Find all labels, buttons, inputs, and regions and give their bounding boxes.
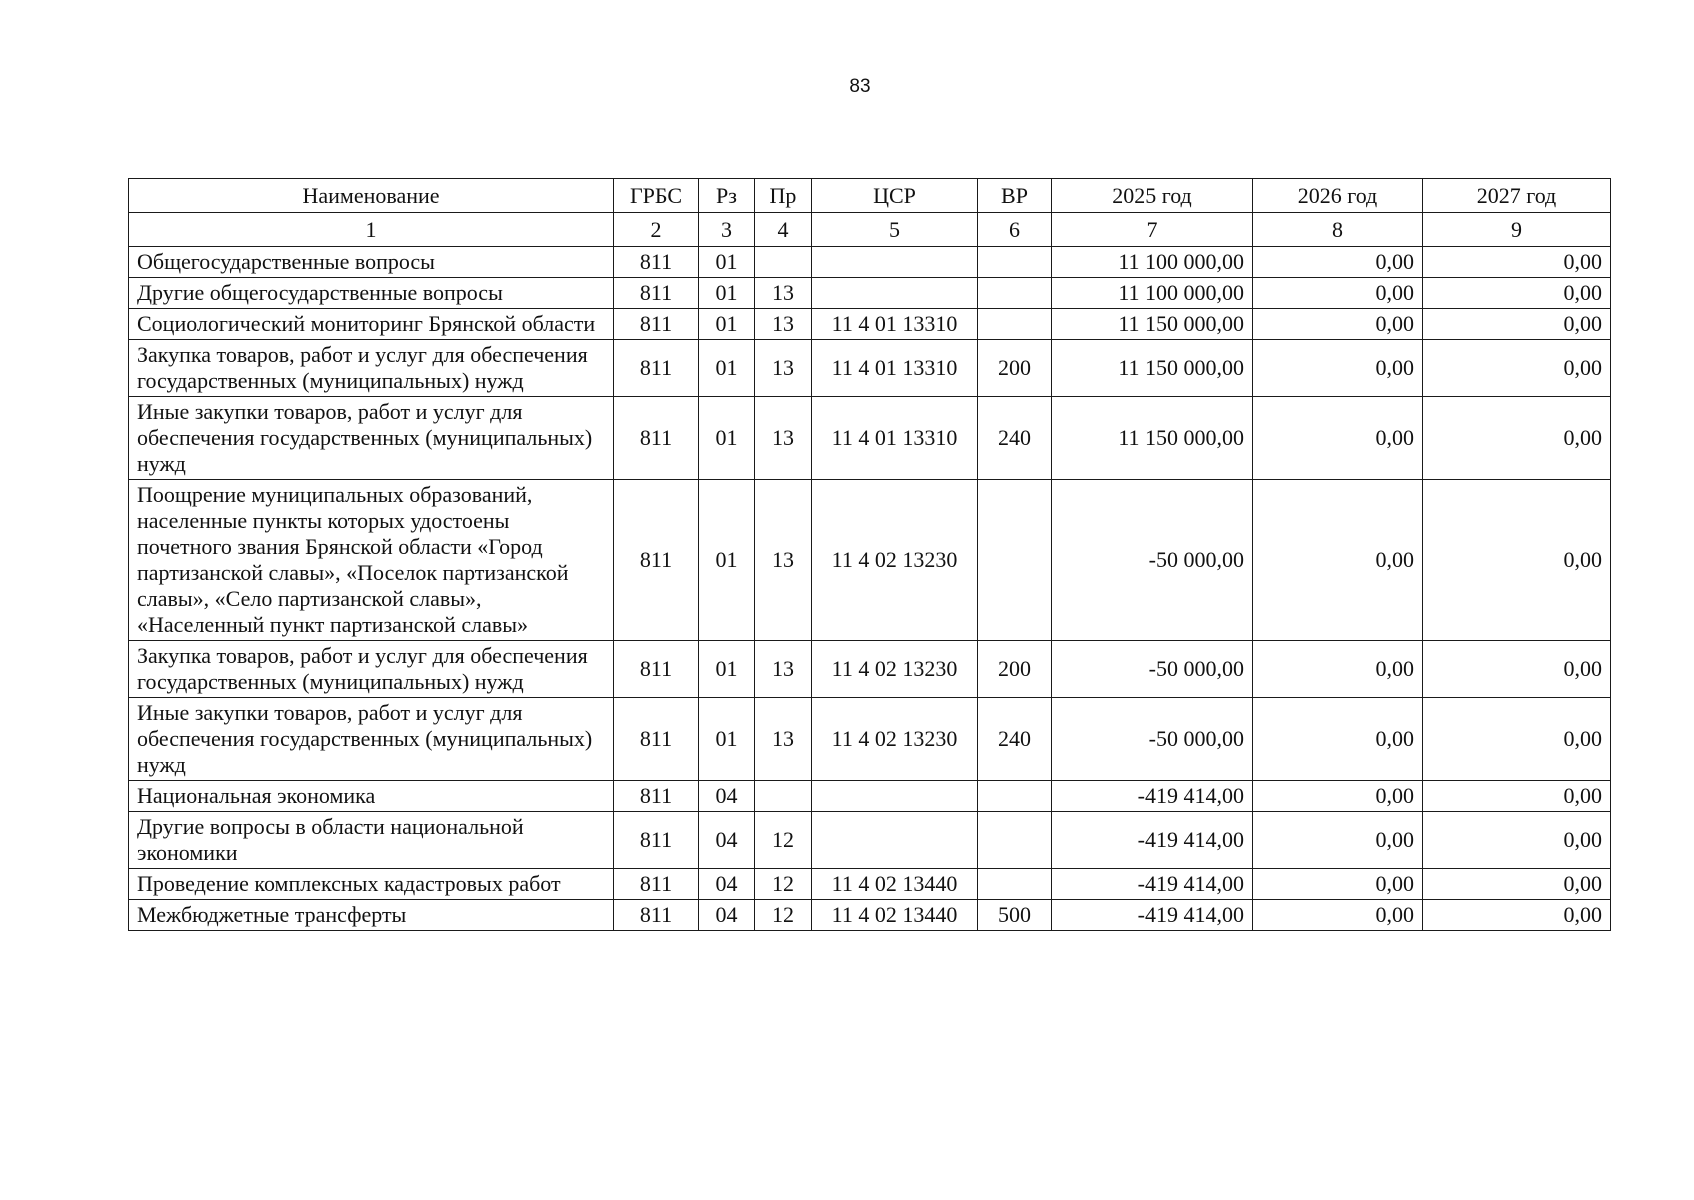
column-index: 7 [1052, 213, 1253, 247]
cell-name: Иные закупки товаров, работ и услуг для обеспечения государственных (муниципальных) нужд [129, 397, 614, 480]
cell-name: Межбюджетные трансферты [129, 900, 614, 931]
cell-2027: 0,00 [1423, 698, 1611, 781]
cell-2026: 0,00 [1253, 900, 1423, 931]
cell-vr [978, 869, 1052, 900]
table-row [129, 340, 1611, 397]
cell-vr [978, 812, 1052, 869]
cell-vr: 240 [978, 698, 1052, 781]
cell-rz: 01 [699, 278, 755, 309]
cell-csr: 11 4 02 13440 [812, 900, 978, 931]
cell-name: Социологический мониторинг Брянской области [129, 309, 614, 340]
cell-2025: -419 414,00 [1052, 812, 1253, 869]
cell-csr: 11 4 02 13230 [812, 641, 978, 698]
cell-rz: 04 [699, 869, 755, 900]
cell-grbs: 811 [614, 309, 699, 340]
cell-2025: 11 150 000,00 [1052, 340, 1253, 397]
header-vr: ВР [978, 179, 1052, 213]
table-row [129, 698, 1611, 781]
table-row [129, 278, 1611, 309]
column-index: 2 [614, 213, 699, 247]
table-row [129, 869, 1611, 900]
cell-2027: 0,00 [1423, 309, 1611, 340]
table-row [129, 397, 1611, 480]
cell-csr [812, 278, 978, 309]
cell-vr [978, 309, 1052, 340]
column-index: 9 [1423, 213, 1611, 247]
cell-grbs: 811 [614, 812, 699, 869]
cell-pr: 13 [755, 397, 812, 480]
cell-grbs: 811 [614, 641, 699, 698]
table-row [129, 900, 1611, 931]
cell-pr: 13 [755, 340, 812, 397]
cell-name: Общегосударственные вопросы [129, 247, 614, 278]
cell-2027: 0,00 [1423, 247, 1611, 278]
cell-rz: 01 [699, 340, 755, 397]
cell-pr [755, 781, 812, 812]
cell-2026: 0,00 [1253, 480, 1423, 641]
cell-2027: 0,00 [1423, 869, 1611, 900]
cell-name: Закупка товаров, работ и услуг для обеспечения государственных (муниципальных) нужд [129, 340, 614, 397]
cell-2026: 0,00 [1253, 698, 1423, 781]
header-row [129, 179, 1611, 213]
cell-2025: 11 150 000,00 [1052, 397, 1253, 480]
cell-name: Закупка товаров, работ и услуг для обеспечения государственных (муниципальных) нужд [129, 641, 614, 698]
cell-vr: 240 [978, 397, 1052, 480]
column-index: 8 [1253, 213, 1423, 247]
cell-2026: 0,00 [1253, 309, 1423, 340]
cell-grbs: 811 [614, 278, 699, 309]
cell-rz: 04 [699, 781, 755, 812]
cell-rz: 01 [699, 309, 755, 340]
budget-table [128, 178, 1611, 931]
cell-2026: 0,00 [1253, 641, 1423, 698]
cell-2025: 11 100 000,00 [1052, 247, 1253, 278]
cell-vr [978, 480, 1052, 641]
header-2027: 2027 год [1423, 179, 1611, 213]
cell-name: Национальная экономика [129, 781, 614, 812]
cell-csr: 11 4 02 13440 [812, 869, 978, 900]
cell-vr: 200 [978, 340, 1052, 397]
cell-2026: 0,00 [1253, 247, 1423, 278]
cell-2026: 0,00 [1253, 812, 1423, 869]
cell-pr: 13 [755, 278, 812, 309]
cell-vr [978, 781, 1052, 812]
table-row [129, 781, 1611, 812]
cell-name: Поощрение муниципальных образований, населенные пункты которых удостоены почетного звания Брянской области «Город партизанской славы», «Поселок партизанской славы», «Село партизанской славы», «Населенный пункт партизанской славы» [129, 480, 614, 641]
cell-csr: 11 4 01 13310 [812, 309, 978, 340]
header-pr: Пр [755, 179, 812, 213]
cell-name: Другие общегосударственные вопросы [129, 278, 614, 309]
cell-2027: 0,00 [1423, 781, 1611, 812]
cell-rz: 01 [699, 480, 755, 641]
cell-2026: 0,00 [1253, 397, 1423, 480]
table-body [129, 247, 1611, 931]
cell-2027: 0,00 [1423, 900, 1611, 931]
cell-2027: 0,00 [1423, 641, 1611, 698]
cell-2026: 0,00 [1253, 340, 1423, 397]
page-number: 83 [849, 76, 871, 97]
cell-2025: 11 100 000,00 [1052, 278, 1253, 309]
column-index: 3 [699, 213, 755, 247]
cell-rz: 01 [699, 397, 755, 480]
cell-2026: 0,00 [1253, 781, 1423, 812]
cell-rz: 04 [699, 812, 755, 869]
cell-pr [755, 247, 812, 278]
cell-csr [812, 781, 978, 812]
table-header [129, 179, 1611, 247]
cell-grbs: 811 [614, 340, 699, 397]
cell-grbs: 811 [614, 900, 699, 931]
cell-2027: 0,00 [1423, 812, 1611, 869]
cell-rz: 01 [699, 247, 755, 278]
cell-2026: 0,00 [1253, 278, 1423, 309]
cell-2027: 0,00 [1423, 278, 1611, 309]
cell-pr: 12 [755, 812, 812, 869]
column-index: 5 [812, 213, 978, 247]
table-row [129, 641, 1611, 698]
cell-pr: 12 [755, 900, 812, 931]
table-row [129, 309, 1611, 340]
cell-2025: -419 414,00 [1052, 900, 1253, 931]
column-index: 6 [978, 213, 1052, 247]
cell-2025: -419 414,00 [1052, 869, 1253, 900]
cell-csr [812, 812, 978, 869]
cell-pr: 13 [755, 480, 812, 641]
cell-grbs: 811 [614, 781, 699, 812]
cell-2025: -50 000,00 [1052, 698, 1253, 781]
cell-csr [812, 247, 978, 278]
cell-csr: 11 4 01 13310 [812, 340, 978, 397]
cell-grbs: 811 [614, 869, 699, 900]
cell-grbs: 811 [614, 397, 699, 480]
cell-grbs: 811 [614, 480, 699, 641]
table-row [129, 480, 1611, 641]
cell-pr: 13 [755, 309, 812, 340]
cell-grbs: 811 [614, 247, 699, 278]
cell-pr: 13 [755, 641, 812, 698]
header-2026: 2026 год [1253, 179, 1423, 213]
cell-vr: 200 [978, 641, 1052, 698]
header-grbs: ГРБС [614, 179, 699, 213]
cell-pr: 13 [755, 698, 812, 781]
cell-name: Иные закупки товаров, работ и услуг для обеспечения государственных (муниципальных) нужд [129, 698, 614, 781]
header-csr: ЦСР [812, 179, 978, 213]
cell-2025: 11 150 000,00 [1052, 309, 1253, 340]
cell-2025: -419 414,00 [1052, 781, 1253, 812]
cell-2027: 0,00 [1423, 397, 1611, 480]
cell-csr: 11 4 02 13230 [812, 698, 978, 781]
cell-2027: 0,00 [1423, 340, 1611, 397]
header-name: Наименование [129, 179, 614, 213]
cell-pr: 12 [755, 869, 812, 900]
cell-2027: 0,00 [1423, 480, 1611, 641]
table-row [129, 247, 1611, 278]
cell-csr: 11 4 02 13230 [812, 480, 978, 641]
column-index: 1 [129, 213, 614, 247]
cell-name: Проведение комплексных кадастровых работ [129, 869, 614, 900]
header-rz: Рз [699, 179, 755, 213]
header-2025: 2025 год [1052, 179, 1253, 213]
cell-rz: 01 [699, 641, 755, 698]
cell-2025: -50 000,00 [1052, 480, 1253, 641]
cell-2026: 0,00 [1253, 869, 1423, 900]
table-row [129, 812, 1611, 869]
cell-rz: 04 [699, 900, 755, 931]
cell-vr [978, 247, 1052, 278]
cell-grbs: 811 [614, 698, 699, 781]
column-index-row [129, 213, 1611, 247]
cell-vr [978, 278, 1052, 309]
cell-vr: 500 [978, 900, 1052, 931]
cell-rz: 01 [699, 698, 755, 781]
column-index: 4 [755, 213, 812, 247]
cell-2025: -50 000,00 [1052, 641, 1253, 698]
cell-csr: 11 4 01 13310 [812, 397, 978, 480]
cell-name: Другие вопросы в области национальной экономики [129, 812, 614, 869]
